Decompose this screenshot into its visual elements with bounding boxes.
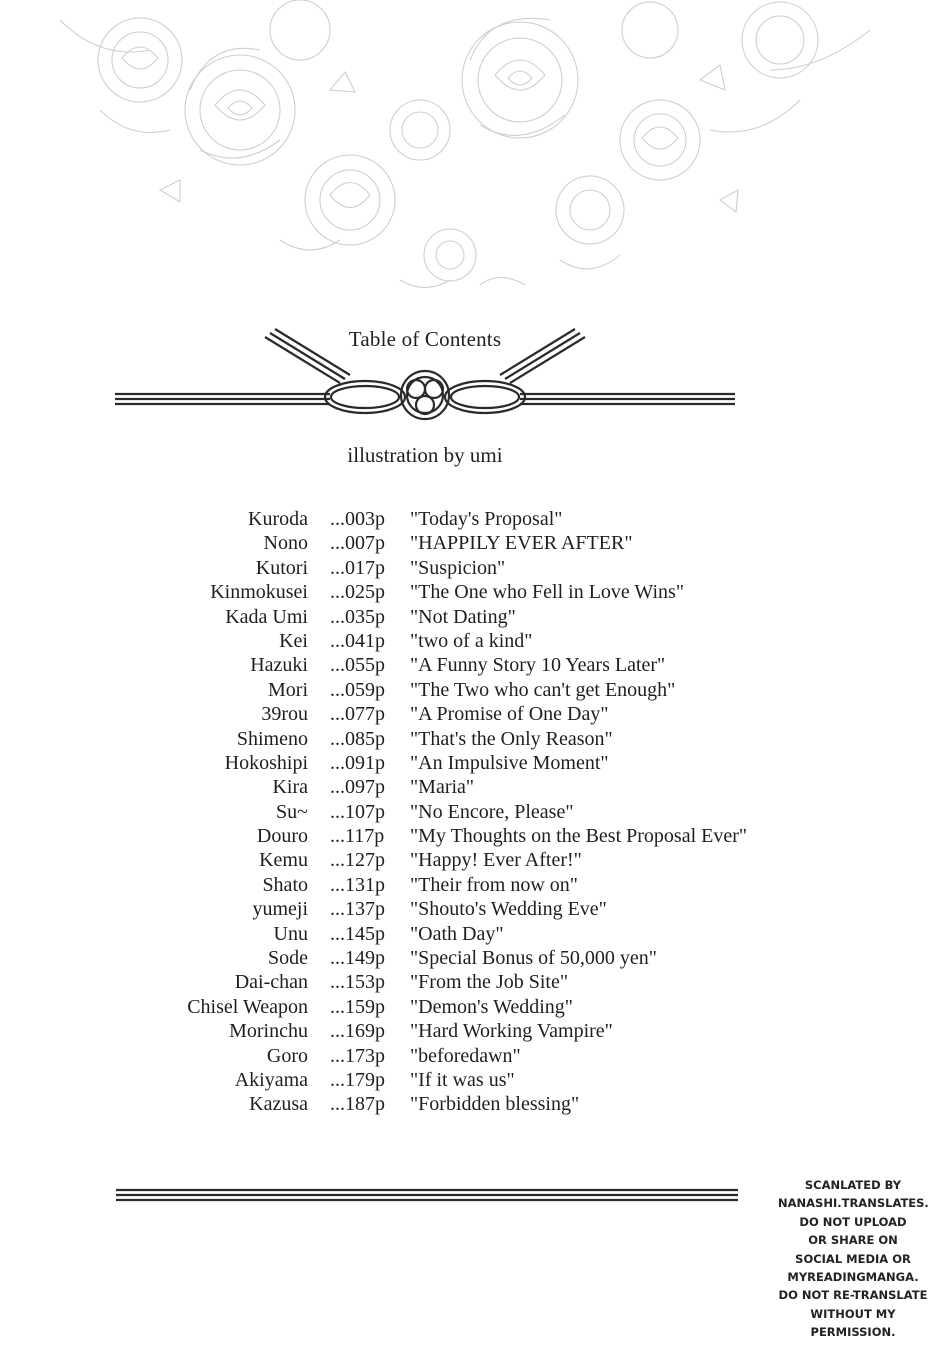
toc-page-number: ...159p (330, 995, 385, 1018)
toc-story-title: "My Thoughts on the Best Proposal Ever" (410, 825, 748, 848)
toc-page-number: ...007p (330, 532, 385, 555)
toc-page-number: ...041p (330, 629, 385, 652)
toc-author: Kemu (259, 849, 308, 872)
toc-story-title: "Oath Day" (410, 922, 504, 945)
toc-page-number: ...149p (330, 947, 385, 970)
toc-entry (0, 922, 950, 946)
toc-page-number: ...085p (330, 727, 385, 750)
toc-entry (0, 1019, 950, 1043)
toc-page-number: ...035p (330, 605, 385, 628)
toc-story-title: "Special Bonus of 50,000 yen" (410, 947, 657, 970)
toc-page-number: ...117p (330, 825, 385, 848)
toc-story-title: "A Funny Story 10 Years Later" (410, 654, 666, 677)
toc-story-title: "HAPPILY EVER AFTER" (410, 532, 633, 555)
toc-author: Kei (279, 629, 308, 652)
toc-author: Mori (268, 678, 308, 701)
toc-page-number: ...077p (330, 703, 385, 726)
bottom-divider (116, 1188, 738, 1202)
toc-author: Goro (266, 1044, 308, 1067)
toc-page-number: ...169p (330, 1020, 385, 1043)
toc-page-number: ...137p (330, 898, 385, 921)
toc-author: Su~ (276, 800, 308, 823)
toc-entry (0, 995, 950, 1019)
toc-author: Douro (256, 825, 308, 848)
toc-author: Akiyama (234, 1068, 308, 1091)
toc-story-title: "An Impulsive Moment" (410, 751, 609, 774)
toc-author: Hokoshipi (224, 751, 308, 774)
toc-author: Kinmokusei (210, 581, 308, 604)
toc-story-title: "Not Dating" (410, 605, 516, 628)
toc-story-title: "No Encore, Please" (410, 800, 574, 823)
toc-page-number: ...025p (330, 581, 385, 604)
toc-entry (0, 531, 950, 555)
toc-page-number: ...153p (330, 971, 385, 994)
toc-page-number: ...145p (330, 922, 385, 945)
toc-story-title: "Hard Working Vampire" (410, 1020, 613, 1043)
toc-story-title: "Suspicion" (410, 556, 506, 579)
toc-entry (0, 873, 950, 897)
toc-author: Chisel Weapon (187, 995, 308, 1018)
toc-page-number: ...091p (330, 751, 385, 774)
toc-story-title: "The One who Fell in Love Wins" (410, 581, 685, 604)
toc-page-number: ...173p (330, 1044, 385, 1067)
toc-story-title: "From the Job Site" (410, 971, 568, 994)
scanlation-notice: SCANLATED BY NANASHI.TRANSLATES. DO NOT UPLOAD OR SHARE ON SOCIAL MEDIA OR MYREADINGMANGA. DO NOT RE-TRANSLATE WITHOUT MY PERMISSION. (778, 1178, 929, 1340)
toc-story-title: "Today's Proposal" (410, 508, 563, 530)
toc-page-number: ...097p (330, 776, 385, 799)
toc-entry (0, 605, 950, 629)
toc-author: Dai-chan (234, 971, 308, 994)
toc-author: Kada Umi (225, 605, 308, 628)
toc-story-title: "If it was us" (410, 1068, 515, 1091)
illustration-credit: illustration by umi (347, 443, 503, 467)
toc-author: Unu (273, 922, 308, 945)
toc-entry (0, 629, 950, 653)
toc-page-number: ...131p (330, 873, 385, 896)
toc-story-title: "Shouto's Wedding Eve" (410, 898, 607, 921)
toc-story-title: "two of a kind" (410, 629, 533, 652)
toc-entry (0, 848, 950, 872)
toc-page-number: ...059p (330, 678, 385, 701)
toc-story-title: "Maria" (410, 776, 475, 799)
toc-entry (0, 678, 950, 702)
toc-page-number: ...127p (330, 849, 385, 872)
toc-author: Shimeno (236, 727, 308, 750)
toc-entry (0, 751, 950, 775)
toc-entry (0, 897, 950, 921)
toc-entry (0, 580, 950, 604)
toc-entry (0, 1068, 950, 1092)
toc-page-number: ...055p (330, 654, 385, 677)
toc-entry (0, 653, 950, 677)
toc-entry (0, 800, 950, 824)
toc-story-title: "Happy! Ever After!" (410, 849, 582, 872)
toc-entry (0, 775, 950, 799)
toc-story-title: "Demon's Wedding" (410, 995, 573, 1018)
toc-page-number: ...107p (330, 800, 385, 823)
toc-author: Kuroda (248, 508, 308, 530)
toc-entry (0, 970, 950, 994)
toc-entry (0, 946, 950, 970)
table-of-contents (0, 507, 950, 1117)
toc-author: Nono (263, 532, 308, 555)
toc-author: 39rou (261, 703, 308, 726)
toc-page-number: ...003p (330, 508, 385, 530)
toc-entry (0, 824, 950, 848)
floral-illustration (0, 0, 950, 300)
toc-author: Hazuki (250, 654, 308, 677)
toc-author: Kira (272, 776, 308, 799)
toc-entry (0, 507, 950, 531)
toc-story-title: "The Two who can't get Enough" (410, 678, 676, 701)
toc-story-title: "Their from now on" (410, 873, 578, 896)
toc-page-number: ...187p (330, 1093, 385, 1116)
toc-author: Kazusa (249, 1093, 308, 1116)
toc-story-title: "That's the Only Reason" (410, 727, 613, 750)
toc-page-number: ...017p (330, 556, 385, 579)
toc-author: Kutori (255, 556, 308, 579)
toc-story-title: "Forbidden blessing" (410, 1093, 580, 1116)
toc-page-number: ...179p (330, 1068, 385, 1091)
toc-author: Sode (268, 947, 308, 970)
toc-entry (0, 1044, 950, 1068)
toc-author: yumeji (252, 898, 308, 921)
toc-story-title: "A Promise of One Day" (410, 703, 609, 726)
page-title: Table of Contents (348, 327, 502, 351)
toc-story-title: "beforedawn" (410, 1044, 521, 1067)
toc-author: Morinchu (229, 1020, 308, 1043)
toc-entry (0, 1092, 950, 1116)
toc-entry (0, 727, 950, 751)
toc-author: Shato (262, 873, 308, 896)
toc-entry (0, 702, 950, 726)
toc-entry (0, 556, 950, 580)
mizuhiki-knot-divider (100, 325, 760, 435)
